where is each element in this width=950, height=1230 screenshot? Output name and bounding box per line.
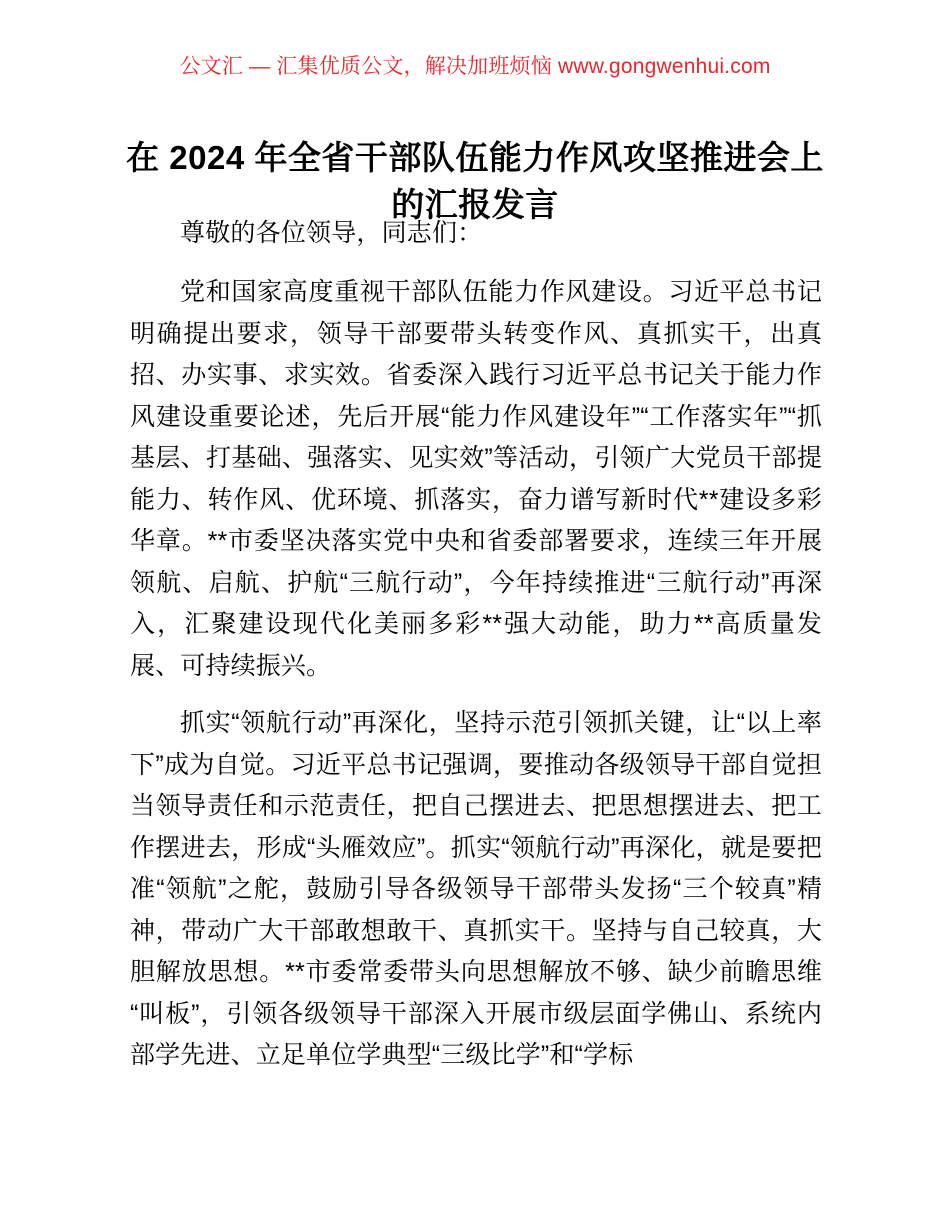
- site-banner: [0, 52, 950, 82]
- site-banner-brand: 公文汇 — 汇集优质公文，解决加班烦恼: [179, 55, 552, 78]
- body-paragraph-1: 党和国家高度重视干部队伍能力作风建设。习近平总书记明确提出要求，领导干部要带头转变作风、真抓实干，出真招、办实事、求实效。省委深入践行习近平总书记关于能力作风建设重要论述，先后开展“能力作风建设年”“工作落实年”“抓基层、打基础、强落实、见实效”等活动，引领广大党员干部提能力、转作风、优环境、抓落实，奋力谱写新时代**建设多彩华章。**市委坚决落实党中央和省委部署要求，连续三年开展领航、启航、护航“三航行动”，今年持续推进“三航行动”再深入，汇聚建设现代化美丽多彩**强大动能，助力**高质量发展、可持续振兴。: [130, 278, 822, 680]
- document-title: 在 2024 年全省干部队伍能力作风攻坚推进会上的汇报发言: [126, 139, 824, 224]
- salutation: 尊敬的各位领导，同志们：: [180, 219, 483, 247]
- site-banner-url: www.gongwenhui.com: [557, 55, 771, 78]
- document-body: [130, 213, 822, 1077]
- body-paragraph-2: 抓实“领航行动”再深化，坚持示范引领抓关键，让“以上率下”成为自觉。习近平总书记强调，要推动各级领导干部自觉担当领导责任和示范责任，把自己摆进去、把思想摆进去、把工作摆进去，形成“头雁效应”。抓实“领航行动”再深化，就是要把准“领航”之舵，鼓励引导各级领导干部带头发扬“三个较真”精神，带动广大干部敢想敢干、真抓实干。坚持与自己较真，大胆解放思想。**市委常委带头向思想解放不够、缺少前瞻思维“叫板”，引领各级领导干部深入开展市级层面学佛山、系统内部学先进、立足单位学典型“三级比学”和“学标: [130, 709, 822, 1069]
